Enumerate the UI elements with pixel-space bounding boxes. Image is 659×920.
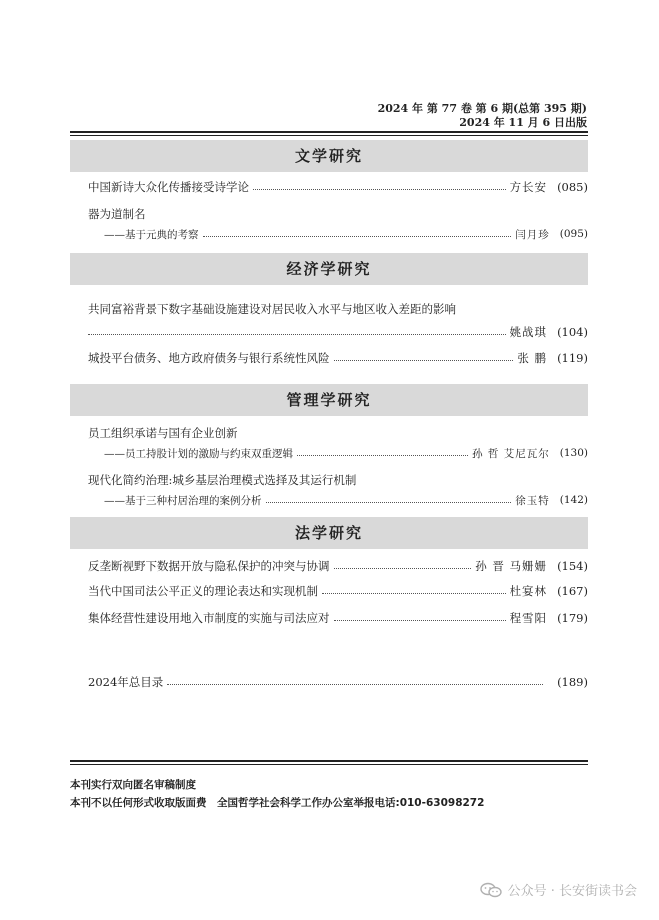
entry-page: (189) [557, 675, 588, 689]
leader-dots [322, 589, 506, 594]
entry-title[interactable]: 现代化简约治理:城乡基层治理模式选择及其运行机制 [88, 473, 357, 487]
entry-page: (104) [557, 325, 588, 339]
entry-page: (167) [557, 584, 588, 598]
entry-subtitle: ——员工持股计划的激励与约束双重逻辑 [104, 447, 293, 460]
toc-entry[interactable] [88, 348, 588, 368]
watermark-text: 公众号 · 长安街读书会 [507, 884, 637, 899]
entry-page: (142) [559, 494, 588, 506]
entry-subtitle: ——基于三种村居治理的案例分析 [104, 494, 262, 507]
entry-title: 中国新诗大众化传播接受诗学论 [88, 180, 249, 194]
publish-date: 2024 年 11 月 6 日出版 [459, 116, 587, 129]
toc-entry[interactable] [104, 490, 588, 510]
toc-entry-annual-index[interactable] [88, 672, 588, 692]
fee-notice: 本刊不以任何形式收取版面费 全国哲学社会科学工作办公室举报电话:010-63098272 [70, 797, 485, 809]
header-rule-thin [70, 135, 588, 136]
toc-entry[interactable] [88, 322, 588, 342]
entry-page: (179) [557, 611, 588, 625]
entry-title[interactable]: 器为道制名 [88, 207, 146, 221]
entry-title: 2024年总目录 [88, 675, 164, 689]
watermark [480, 880, 637, 899]
review-notice: 本刊实行双向匿名审稿制度 [70, 779, 196, 791]
entry-title[interactable]: 共同富裕背景下数字基础设施建设对居民收入水平与地区收入差距的影响 [88, 302, 456, 316]
entry-author: 闫月珍 [515, 228, 550, 241]
entry-author: 程雪阳 [509, 611, 548, 625]
entry-author: 徐玉特 [515, 494, 550, 507]
header-rule-thick [70, 131, 588, 133]
wechat-icon [480, 882, 502, 898]
entry-author: 方长安 [509, 180, 548, 194]
leader-dots [253, 185, 506, 190]
entry-page: (095) [559, 228, 588, 240]
section-heading-literature: 文学研究 [70, 140, 588, 172]
toc-entry[interactable] [88, 556, 588, 576]
entry-author: 孙 哲 艾尼瓦尔 [472, 447, 550, 460]
footer-rule-thick [70, 760, 588, 762]
leader-dots [167, 680, 543, 685]
issue-info: 2024 年 第 77 卷 第 6 期(总第 395 期) [377, 102, 587, 115]
entry-author: 孙 晋 马姗姗 [475, 559, 548, 573]
entry-page: (130) [559, 447, 588, 459]
entry-page: (119) [557, 351, 588, 365]
entry-title: 城投平台债务、地方政府债务与银行系统性风险 [88, 351, 330, 365]
entry-author: 杜宴林 [509, 584, 548, 598]
section-heading-economics: 经济学研究 [70, 253, 588, 285]
issue-header [378, 102, 587, 130]
entry-author: 张 鹏 [517, 351, 548, 365]
section-heading-law: 法学研究 [70, 517, 588, 549]
entry-page: (154) [557, 559, 588, 573]
leader-dots [203, 232, 512, 237]
entry-subtitle: ——基于元典的考察 [104, 228, 199, 241]
toc-entry[interactable] [88, 608, 588, 628]
entry-title: 当代中国司法公平正义的理论表达和实现机制 [88, 584, 318, 598]
toc-entry[interactable] [104, 224, 588, 244]
footer-rule-thin [70, 764, 588, 765]
leader-dots [334, 356, 514, 361]
toc-entry[interactable] [88, 581, 588, 601]
leader-dots [334, 616, 506, 621]
entry-title[interactable]: 员工组织承诺与国有企业创新 [88, 426, 238, 440]
footer-rule [70, 760, 588, 765]
toc-entry[interactable] [104, 443, 588, 463]
toc-entry[interactable] [88, 177, 588, 197]
leader-dots [297, 451, 468, 456]
entry-author: 姚战琪 [509, 325, 548, 339]
leader-dots [266, 498, 512, 503]
leader-dots [334, 564, 472, 569]
leader-dots [88, 330, 506, 335]
entry-title: 集体经营性建设用地入市制度的实施与司法应对 [88, 611, 330, 625]
section-heading-management: 管理学研究 [70, 384, 588, 416]
entry-page: (085) [557, 180, 588, 194]
entry-title: 反垄断视野下数据开放与隐私保护的冲突与协调 [88, 559, 330, 573]
